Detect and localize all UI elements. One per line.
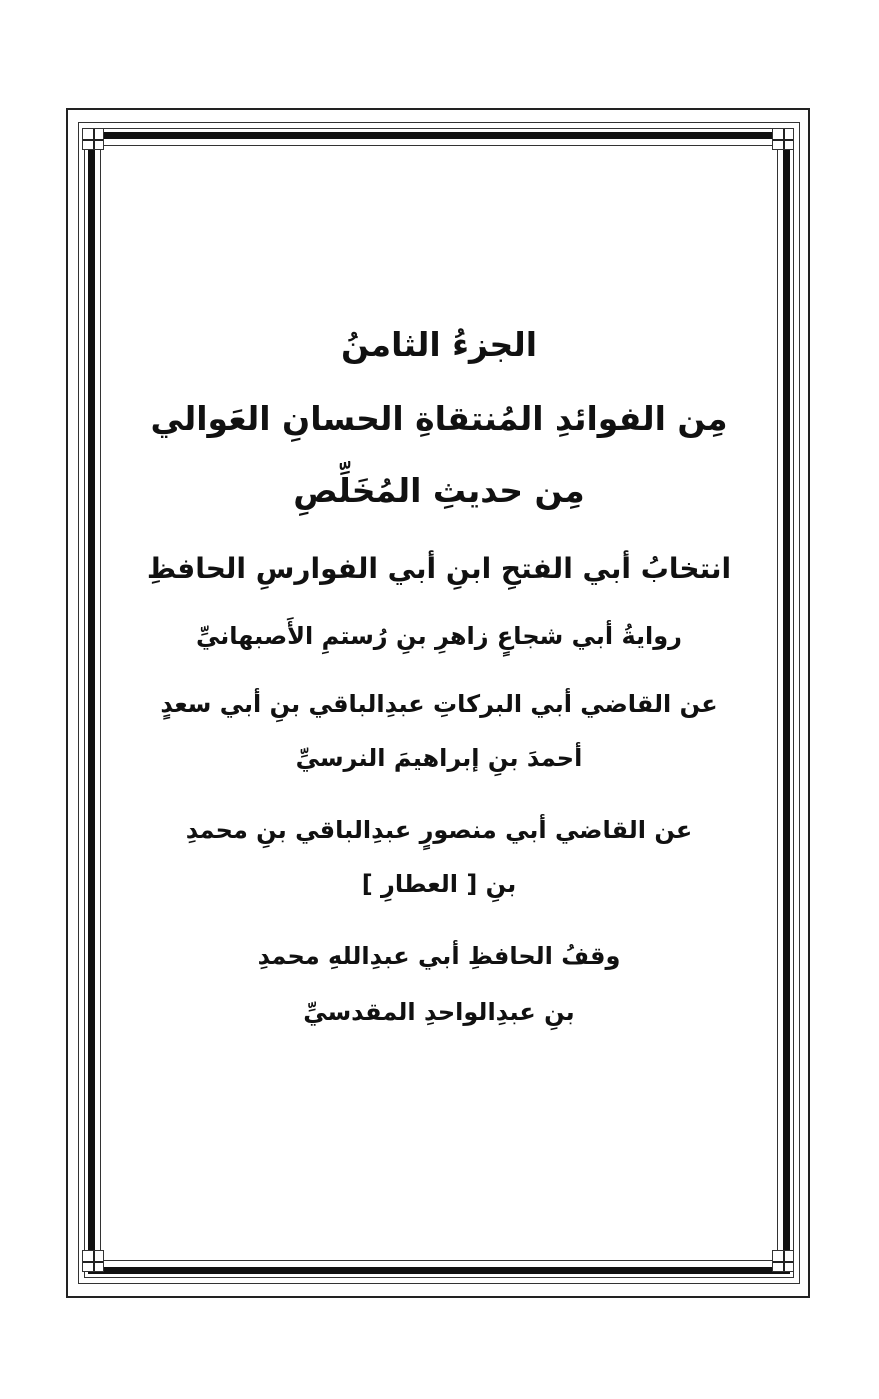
corner-ornament-top-left: [82, 128, 104, 150]
narration-credit: روايةُ أبي شجاعٍ زاهرِ بنِ رُستمِ الأَصبهانيِّ: [196, 622, 682, 650]
corner-ornament-bottom-left: [82, 1250, 104, 1272]
endowment-line-2: بنِ عبدِالواحدِ المقدسيِّ: [303, 998, 575, 1026]
endowment-line-1: وقفُ الحافظِ أبي عبدِاللهِ محمدِ: [257, 942, 621, 970]
selection-credit: انتخابُ أبي الفتحِ ابنِ أبي الفوارسِ الحافظِ: [146, 552, 732, 585]
chain-line-2: أحمدَ بنِ إبراهيمَ النرسيِّ: [295, 744, 583, 772]
volume-title: الجزءُ الثامنُ: [340, 325, 538, 364]
chain-line-4: بنِ [ العطارِ ]: [361, 870, 517, 898]
work-title: مِن الفوائدِ المُنتقاةِ الحسانِ العَوالي: [150, 399, 728, 438]
corner-ornament-top-right: [772, 128, 794, 150]
corner-ornament-bottom-right: [772, 1250, 794, 1272]
chain-line-1: عن القاضي أبي البركاتِ عبدِالباقي بنِ أبي سعدٍ: [160, 690, 718, 718]
title-page-text: [110, 325, 768, 1029]
work-subtitle: مِن حديثِ المُخَلِّصِ: [293, 471, 585, 510]
chain-line-3: عن القاضي أبي منصورٍ عبدِالباقي بنِ محمدِ: [185, 816, 693, 844]
